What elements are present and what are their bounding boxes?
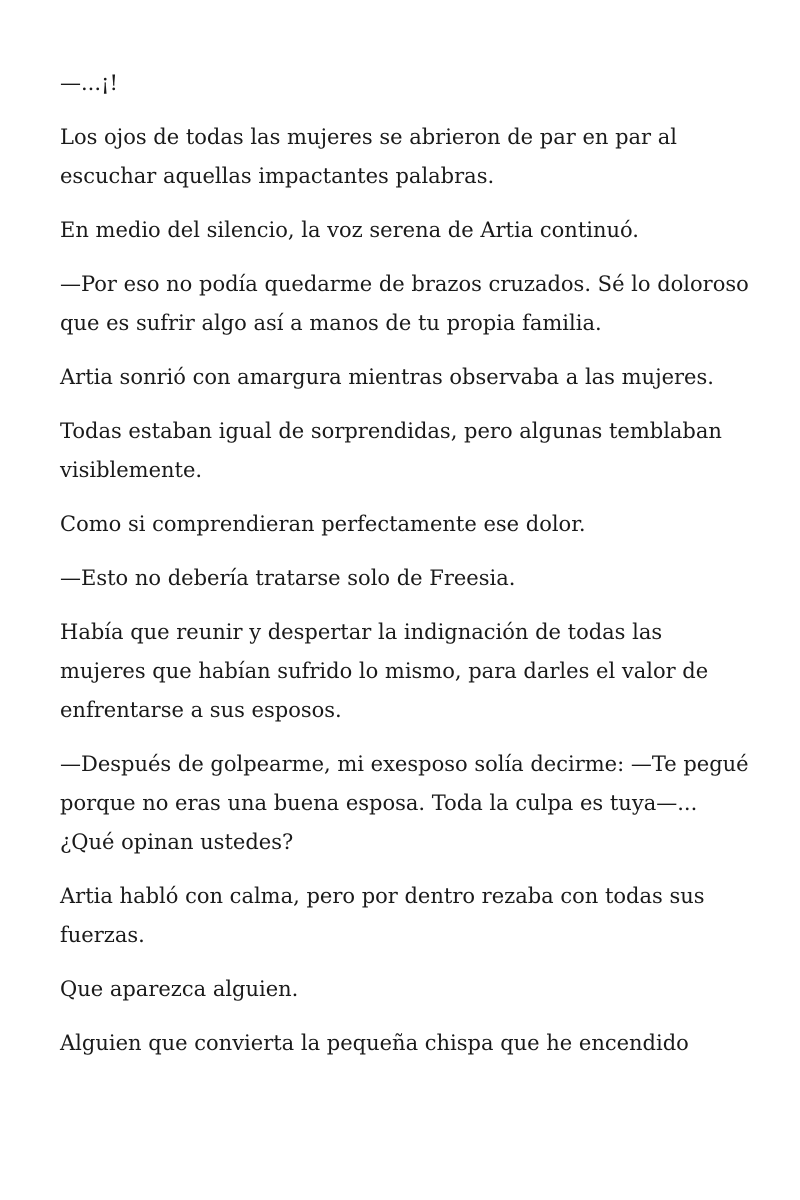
paragraph-12: Que aparezca alguien. [60,977,299,1001]
paragraph-10: —Después de golpearme, mi exesposo solía decirme: —Te pegué porque no eras una buena esposa. Toda la culpa es tuya—... ¿Qué opinan ustedes? [60,752,749,854]
paragraph-5: Artia sonrió con amargura mientras observaba a las mujeres. [60,365,714,389]
paragraph-11: Artia habló con calma, pero por dentro rezaba con todas sus fuerzas. [60,884,705,947]
paragraph-2: Los ojos de todas las mujeres se abrieron de par en par al escuchar aquellas impactantes palabras. [60,125,677,188]
paragraph-3: En medio del silencio, la voz serena de Artia continuó. [60,218,639,242]
text-page [60,64,750,1078]
paragraph-6: Todas estaban igual de sorprendidas, pero algunas temblaban visiblemente. [60,419,722,482]
paragraph-4: —Por eso no podía quedarme de brazos cruzados. Sé lo doloroso que es sufrir algo así a manos de tu propia familia. [60,272,749,335]
paragraph-8: —Esto no debería tratarse solo de Freesia. [60,566,516,590]
paragraph-7: Como si comprendieran perfectamente ese dolor. [60,512,586,536]
paragraph-9: Había que reunir y despertar la indignación de todas las mujeres que habían sufrido lo mismo, para darles el valor de enfrentarse a sus esposos. [60,620,709,722]
paragraph-1: —...¡! [60,71,118,95]
paragraph-13: Alguien que convierta la pequeña chispa que he encendido [60,1031,689,1055]
